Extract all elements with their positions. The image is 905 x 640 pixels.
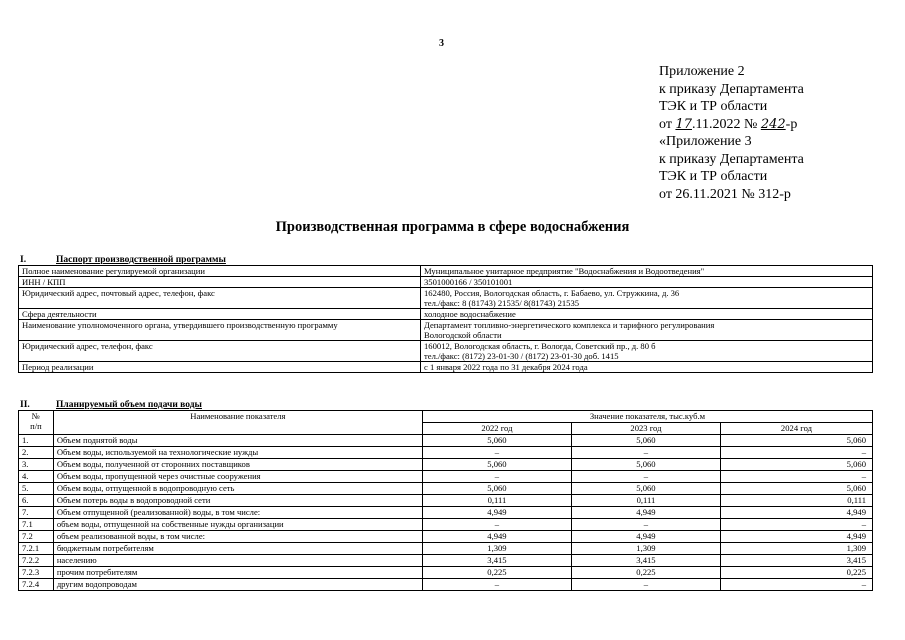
row-value: 5,060 bbox=[571, 483, 720, 495]
row-value: – bbox=[720, 519, 872, 531]
appendix-line: от 26.11.2021 № 312-р bbox=[659, 186, 791, 202]
row-name: Объем отпущенной (реализованной) воды, в том числе: bbox=[53, 507, 422, 519]
appendix-line: «Приложение 3 bbox=[659, 134, 752, 149]
col-header-name: Наименование показателя bbox=[53, 411, 422, 435]
row-value: 3,415 bbox=[571, 555, 720, 567]
section2-heading: II. Планируемый объем подачи воды bbox=[20, 400, 202, 410]
row-number: 7.2.4 bbox=[19, 579, 54, 591]
passport-value: с 1 января 2022 года по 31 декабря 2024 года bbox=[421, 362, 873, 373]
row-name: другим водопроводам bbox=[53, 579, 422, 591]
table-row bbox=[19, 579, 873, 591]
row-value: 0,111 bbox=[720, 495, 872, 507]
row-number: 7.2 bbox=[19, 531, 54, 543]
row-name: объем реализованной воды, в том числе: bbox=[53, 531, 422, 543]
passport-label: Полное наименование регулируемой организации bbox=[19, 266, 421, 277]
appendix-line-date: от 17.11.2022 № 242-р bbox=[659, 116, 798, 132]
table-row bbox=[19, 543, 873, 555]
row-value: – bbox=[571, 579, 720, 591]
row-value: 4,949 bbox=[571, 507, 720, 519]
appendix-line: ТЭК и ТР области bbox=[659, 169, 768, 184]
row-value: – bbox=[422, 447, 571, 459]
passport-label: Юридический адрес, почтовый адрес, телефон, факс bbox=[19, 288, 421, 309]
passport-row bbox=[19, 320, 873, 341]
passport-label: Юридический адрес, телефон, факс bbox=[19, 341, 421, 362]
row-number: 6. bbox=[19, 495, 54, 507]
col-header-values: Значение показателя, тыс.куб.м bbox=[422, 411, 872, 423]
passport-label: Наименование уполномоченного органа, утвердившего производственную программу bbox=[19, 320, 421, 341]
row-value: 0,225 bbox=[422, 567, 571, 579]
appendix-line: к приказу Департамента bbox=[659, 81, 804, 97]
passport-row bbox=[19, 288, 873, 309]
volume-table bbox=[18, 410, 873, 591]
appendix-line: Приложение 2 bbox=[659, 64, 745, 79]
row-name: Объем воды, используемой на технологические нужды bbox=[53, 447, 422, 459]
row-value: 0,111 bbox=[571, 495, 720, 507]
row-number: 2. bbox=[19, 447, 54, 459]
row-number: 7. bbox=[19, 507, 54, 519]
row-value: 0,225 bbox=[571, 567, 720, 579]
table-row bbox=[19, 471, 873, 483]
document-title: Производственная программа в сфере водоснабжения bbox=[275, 219, 630, 235]
handwritten-number: 242 bbox=[760, 116, 786, 132]
passport-value: 3501000166 / 350101001 bbox=[421, 277, 873, 288]
row-number: 7.1 bbox=[19, 519, 54, 531]
row-number: 4. bbox=[19, 471, 54, 483]
row-number: 1. bbox=[19, 435, 54, 447]
table-row bbox=[19, 483, 873, 495]
appendix-block bbox=[659, 63, 804, 203]
table-row bbox=[19, 531, 873, 543]
appendix-line: к приказу Департамента bbox=[659, 151, 804, 167]
row-value: – bbox=[720, 579, 872, 591]
passport-row bbox=[19, 362, 873, 373]
row-name: бюджетным потребителям bbox=[53, 543, 422, 555]
col-header-year: 2022 год bbox=[422, 423, 571, 435]
page-number: 3 bbox=[439, 38, 444, 49]
row-value: 5,060 bbox=[720, 459, 872, 471]
row-value: 5,060 bbox=[422, 435, 571, 447]
row-value: 5,060 bbox=[720, 435, 872, 447]
row-name: Объем воды, полученной от сторонних поставщиков bbox=[53, 459, 422, 471]
row-value: 4,949 bbox=[720, 531, 872, 543]
passport-value: Департамент топливно-энергетического комплекса и тарифного регулирования Вологодской области bbox=[421, 320, 873, 341]
row-name: объем воды, отпущенной на собственные нужды организации bbox=[53, 519, 422, 531]
passport-row bbox=[19, 341, 873, 362]
row-value: 5,060 bbox=[571, 459, 720, 471]
row-value: 3,415 bbox=[720, 555, 872, 567]
row-value: – bbox=[720, 471, 872, 483]
section1-heading: I. Паспорт производственной программы bbox=[20, 255, 226, 265]
row-value: 4,949 bbox=[720, 507, 872, 519]
row-number: 7.2.3 bbox=[19, 567, 54, 579]
row-value: 5,060 bbox=[422, 459, 571, 471]
table-row bbox=[19, 519, 873, 531]
passport-value: Муниципальное унитарное предприятие "Водоснабжения и Водоотведения" bbox=[421, 266, 873, 277]
row-number: 5. bbox=[19, 483, 54, 495]
table-row bbox=[19, 507, 873, 519]
row-name: Объем воды, отпущенной в водопроводную сеть bbox=[53, 483, 422, 495]
passport-label: ИНН / КПП bbox=[19, 277, 421, 288]
row-value: – bbox=[571, 471, 720, 483]
handwritten-day: 17 bbox=[675, 116, 692, 132]
row-value: – bbox=[422, 579, 571, 591]
row-name: Объем воды, пропущенной через очистные сооружения bbox=[53, 471, 422, 483]
row-value: 1,309 bbox=[571, 543, 720, 555]
passport-table bbox=[18, 265, 873, 373]
row-value: – bbox=[571, 447, 720, 459]
passport-row bbox=[19, 266, 873, 277]
row-value: – bbox=[422, 471, 571, 483]
table-row bbox=[19, 459, 873, 471]
table-row bbox=[19, 495, 873, 507]
col-header-year: 2023 год bbox=[571, 423, 720, 435]
row-number: 7.2.2 bbox=[19, 555, 54, 567]
row-value: 1,309 bbox=[422, 543, 571, 555]
table-row bbox=[19, 555, 873, 567]
col-header-num: № п/п bbox=[19, 411, 54, 435]
row-value: 4,949 bbox=[571, 531, 720, 543]
row-value: 0,225 bbox=[720, 567, 872, 579]
passport-row bbox=[19, 277, 873, 288]
row-value: 5,060 bbox=[571, 435, 720, 447]
row-value: 5,060 bbox=[422, 483, 571, 495]
passport-value: 160012, Вологодская область, г. Вологда, Советский пр., д. 80 б тел./факс: (8172) 23-01-30 / (8172) 23-01-30 доб. 1415 bbox=[421, 341, 873, 362]
row-value: 4,949 bbox=[422, 507, 571, 519]
passport-row bbox=[19, 309, 873, 320]
row-name: Объем поднятой воды bbox=[53, 435, 422, 447]
passport-label: Сфера деятельности bbox=[19, 309, 421, 320]
passport-label: Период реализации bbox=[19, 362, 421, 373]
row-number: 7.2.1 bbox=[19, 543, 54, 555]
row-value: – bbox=[571, 519, 720, 531]
table-row bbox=[19, 447, 873, 459]
table-row bbox=[19, 435, 873, 447]
row-value: 4,949 bbox=[422, 531, 571, 543]
row-value: 3,415 bbox=[422, 555, 571, 567]
row-name: прочим потребителям bbox=[53, 567, 422, 579]
col-header-year: 2024 год bbox=[720, 423, 872, 435]
row-name: Объем потерь воды в водопроводной сети bbox=[53, 495, 422, 507]
row-number: 3. bbox=[19, 459, 54, 471]
row-name: населению bbox=[53, 555, 422, 567]
passport-value: 162480, Россия, Вологодская область, г. Бабаево, ул. Стружкина, д. 36 тел./факс: 8 (81743) 21535/ 8(81743) 21535 bbox=[421, 288, 873, 309]
appendix-line: ТЭК и ТР области bbox=[659, 99, 768, 114]
row-value: 1,309 bbox=[720, 543, 872, 555]
passport-value: холодное водоснабжение bbox=[421, 309, 873, 320]
row-value: – bbox=[422, 519, 571, 531]
row-value: 0,111 bbox=[422, 495, 571, 507]
row-value: – bbox=[720, 447, 872, 459]
row-value: 5,060 bbox=[720, 483, 872, 495]
table-row bbox=[19, 567, 873, 579]
